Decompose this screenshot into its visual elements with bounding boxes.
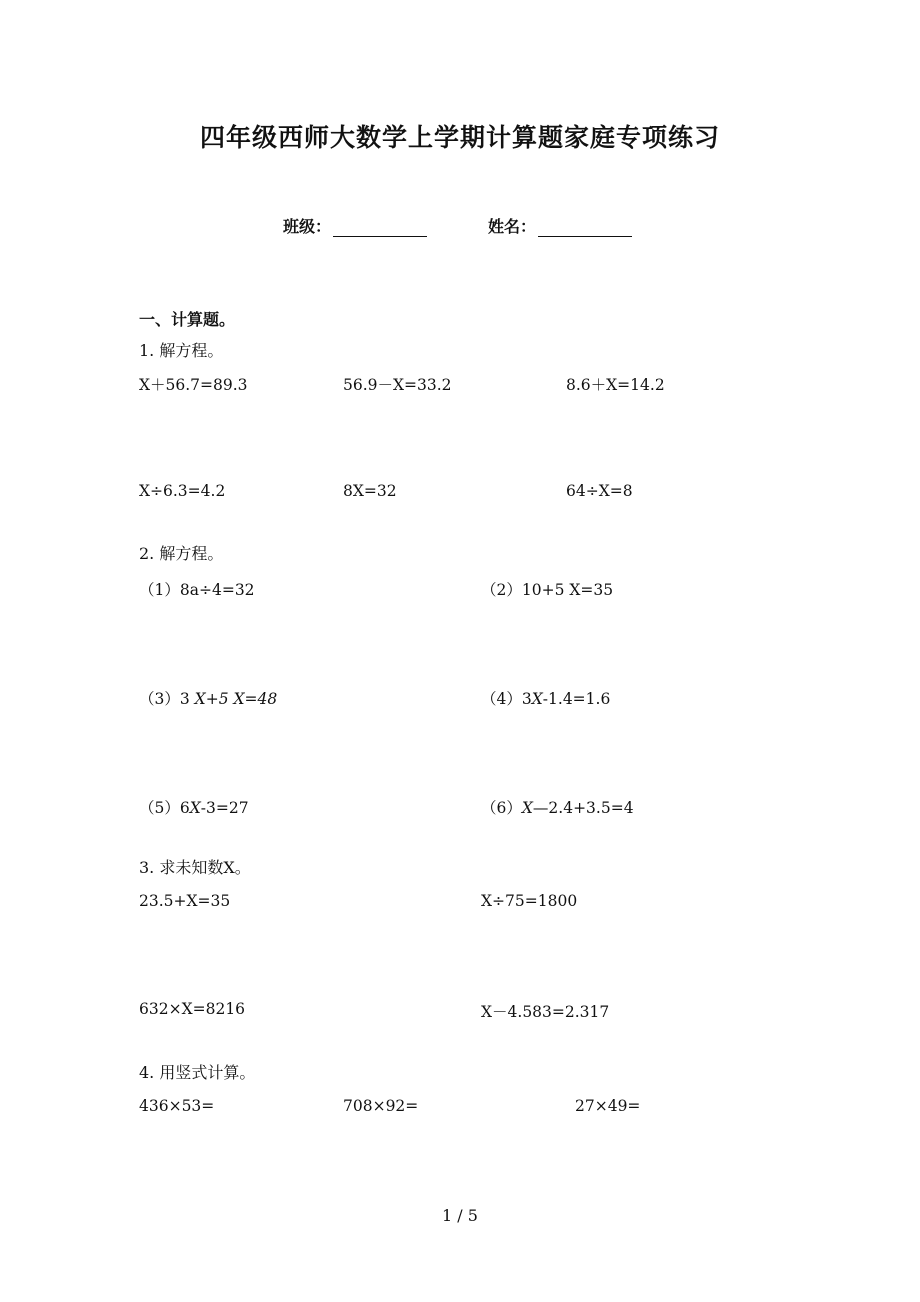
item-number: （5）	[139, 799, 180, 817]
question-4-label: 4. 用竖式计算。	[139, 1063, 256, 1082]
item-number: （4）	[481, 690, 522, 708]
equation: 64÷X=8	[566, 482, 633, 500]
equation	[139, 687, 277, 709]
equation: 23.5+X=35	[139, 892, 231, 910]
equation: X÷75=1800	[481, 892, 578, 910]
class-label: 班级：	[283, 217, 332, 236]
equation-text: 3	[521, 690, 532, 708]
class-blank-line	[333, 218, 427, 237]
variable-x: X	[521, 799, 533, 817]
equation-text: -3=27	[200, 799, 249, 817]
equation	[481, 796, 634, 818]
equation-text: -1.4=1.6	[542, 690, 611, 708]
name-label: 姓名：	[488, 217, 537, 236]
name-field	[488, 214, 632, 237]
variable-x: X	[189, 799, 201, 817]
item-number: （3）	[139, 690, 180, 708]
name-blank-line	[538, 218, 632, 237]
equation-text: 3	[179, 690, 195, 708]
equation: 436×53=	[139, 1097, 215, 1115]
class-field	[283, 214, 427, 237]
equation-italic-text: X+5 X=48	[194, 690, 278, 708]
question-2-label: 2. 解方程。	[139, 544, 224, 563]
question-3-label: 3. 求未知数X。	[139, 858, 251, 877]
equation-text: 10+5 X=35	[521, 581, 614, 599]
equation	[481, 687, 610, 709]
equation: 8.6＋X=14.2	[566, 376, 665, 394]
equation-text: —2.4+3.5=4	[532, 799, 634, 817]
variable-x: X	[531, 690, 543, 708]
page-title: 四年级西师大数学上学期计算题家庭专项练习	[199, 123, 720, 152]
equation-text: 8a÷4=32	[179, 581, 255, 599]
item-number: （6）	[481, 799, 522, 817]
page-number: 1 / 5	[442, 1206, 478, 1225]
equation: 708×92=	[343, 1097, 419, 1115]
equation	[139, 578, 255, 600]
equation: 27×49=	[575, 1097, 641, 1115]
section-heading: 一、计算题。	[139, 310, 236, 329]
equation-text: 6	[179, 799, 190, 817]
equation	[139, 796, 249, 818]
equation: 56.9－X=33.2	[343, 376, 452, 394]
item-number: （2）	[481, 581, 522, 599]
equation: X＋56.7=89.3	[139, 376, 248, 394]
equation: X÷6.3=4.2	[139, 482, 226, 500]
equation: X－4.583=2.317	[481, 1003, 610, 1021]
equation: 632×X=8216	[139, 1000, 246, 1018]
question-1-label: 1. 解方程。	[139, 341, 224, 360]
equation	[481, 578, 613, 600]
equation: 8X=32	[343, 482, 397, 500]
item-number: （1）	[139, 581, 180, 599]
